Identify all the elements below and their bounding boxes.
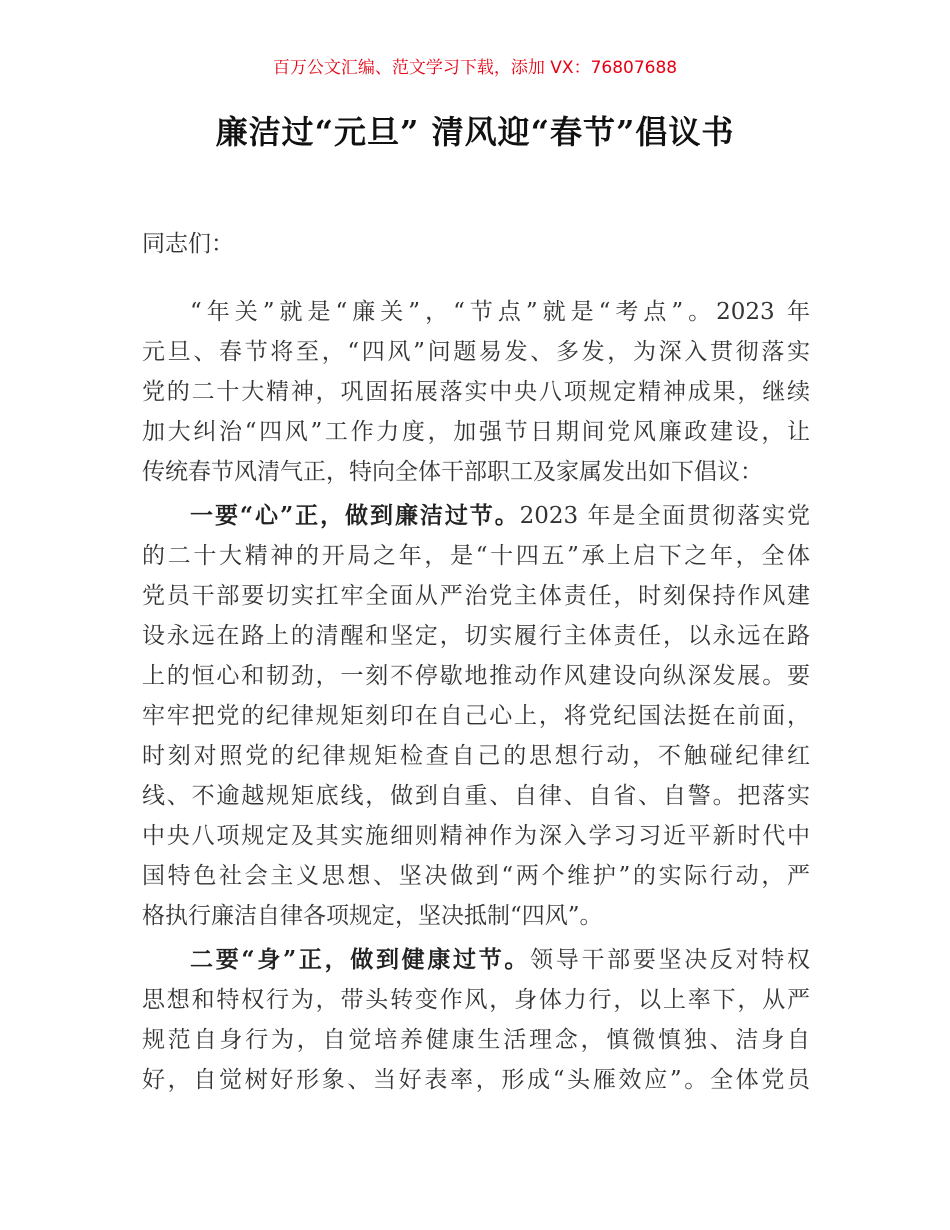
- paragraph-lead: 一要“心”正，做到廉洁过节。: [190, 502, 520, 529]
- paragraph-line: 党员干部要切实扛牢全面从严治党主体责任，时刻保持作风建: [142, 583, 810, 609]
- paragraph-lead-rest: 领导干部要坚决反对特权: [530, 947, 810, 973]
- paragraph-line: 格执行廉洁自律各项规定，坚决抵制“四风”。: [142, 903, 603, 929]
- paragraph-lead: 二要“身”正，做到健康过节。: [190, 946, 531, 973]
- document-title: 廉洁过“元旦” 清风迎“春节”倡议书: [215, 113, 735, 151]
- paragraph-line: 元旦、春节将至，“四风”问题易发、多发，为深入贯彻落实: [142, 339, 810, 365]
- paragraph-body-integrity: [142, 940, 810, 1100]
- document-body: [142, 224, 810, 1100]
- paragraph-line: 加大纠治“四风”工作力度，加强节日期间党风廉政建设，让: [142, 419, 810, 445]
- paragraph-line: 的二十大精神的开局之年，是“十四五”承上启下之年，全体: [142, 543, 810, 569]
- watermark-header: 百万公文汇编、范文学习下载，添加 VX：76807688: [272, 58, 678, 78]
- paragraph-line: “年关”就是“廉关”，“节点”就是“考点”。2023 年: [190, 299, 810, 325]
- paragraph-line: 牢牢把党的纪律规矩刻印在自己心上，将党纪国法挺在前面，: [142, 703, 810, 729]
- paragraph-line: 中央八项规定及其实施细则精神作为深入学习习近平新时代中: [142, 823, 810, 849]
- paragraph-first-line: [142, 940, 810, 980]
- paragraph-line: 上的恒心和韧劲，一刻不停歇地推动作风建设向纵深发展。要: [142, 663, 810, 689]
- paragraph-lead-rest: 2023 年是全面贯彻落实党: [519, 503, 810, 529]
- paragraph-line: 线、不逾越规矩底线，做到自重、自律、自省、自警。把落实: [142, 783, 810, 809]
- paragraph-line: 规范自身行为，自觉培养健康生活理念，慎微慎独、洁身自: [142, 1027, 810, 1053]
- paragraph-line: 时刻对照党的纪律规矩检查自己的思想行动，不触碰纪律红: [142, 743, 810, 769]
- paragraph-first-line: [142, 496, 810, 536]
- paragraph-intro: [142, 292, 810, 492]
- paragraph-line: 党的二十大精神，巩固拓展落实中央八项规定精神成果，继续: [142, 379, 810, 405]
- paragraph-line: 好，自觉树好形象、当好表率，形成“头雁效应”。全体党员: [142, 1067, 810, 1093]
- salutation: 同志们：: [142, 231, 234, 257]
- paragraph-line: 思想和特权行为，带头转变作风，身体力行，以上率下，从严: [142, 987, 810, 1013]
- paragraph-line: 国特色社会主义思想、坚决做到“两个维护”的实际行动，严: [142, 863, 810, 889]
- paragraph-line: 传统春节风清气正，特向全体干部职工及家属发出如下倡议：: [142, 459, 763, 485]
- paragraph-line: 设永远在路上的清醒和坚定，切实履行主体责任，以永远在路: [142, 623, 810, 649]
- paragraph-heart-integrity: [142, 496, 810, 936]
